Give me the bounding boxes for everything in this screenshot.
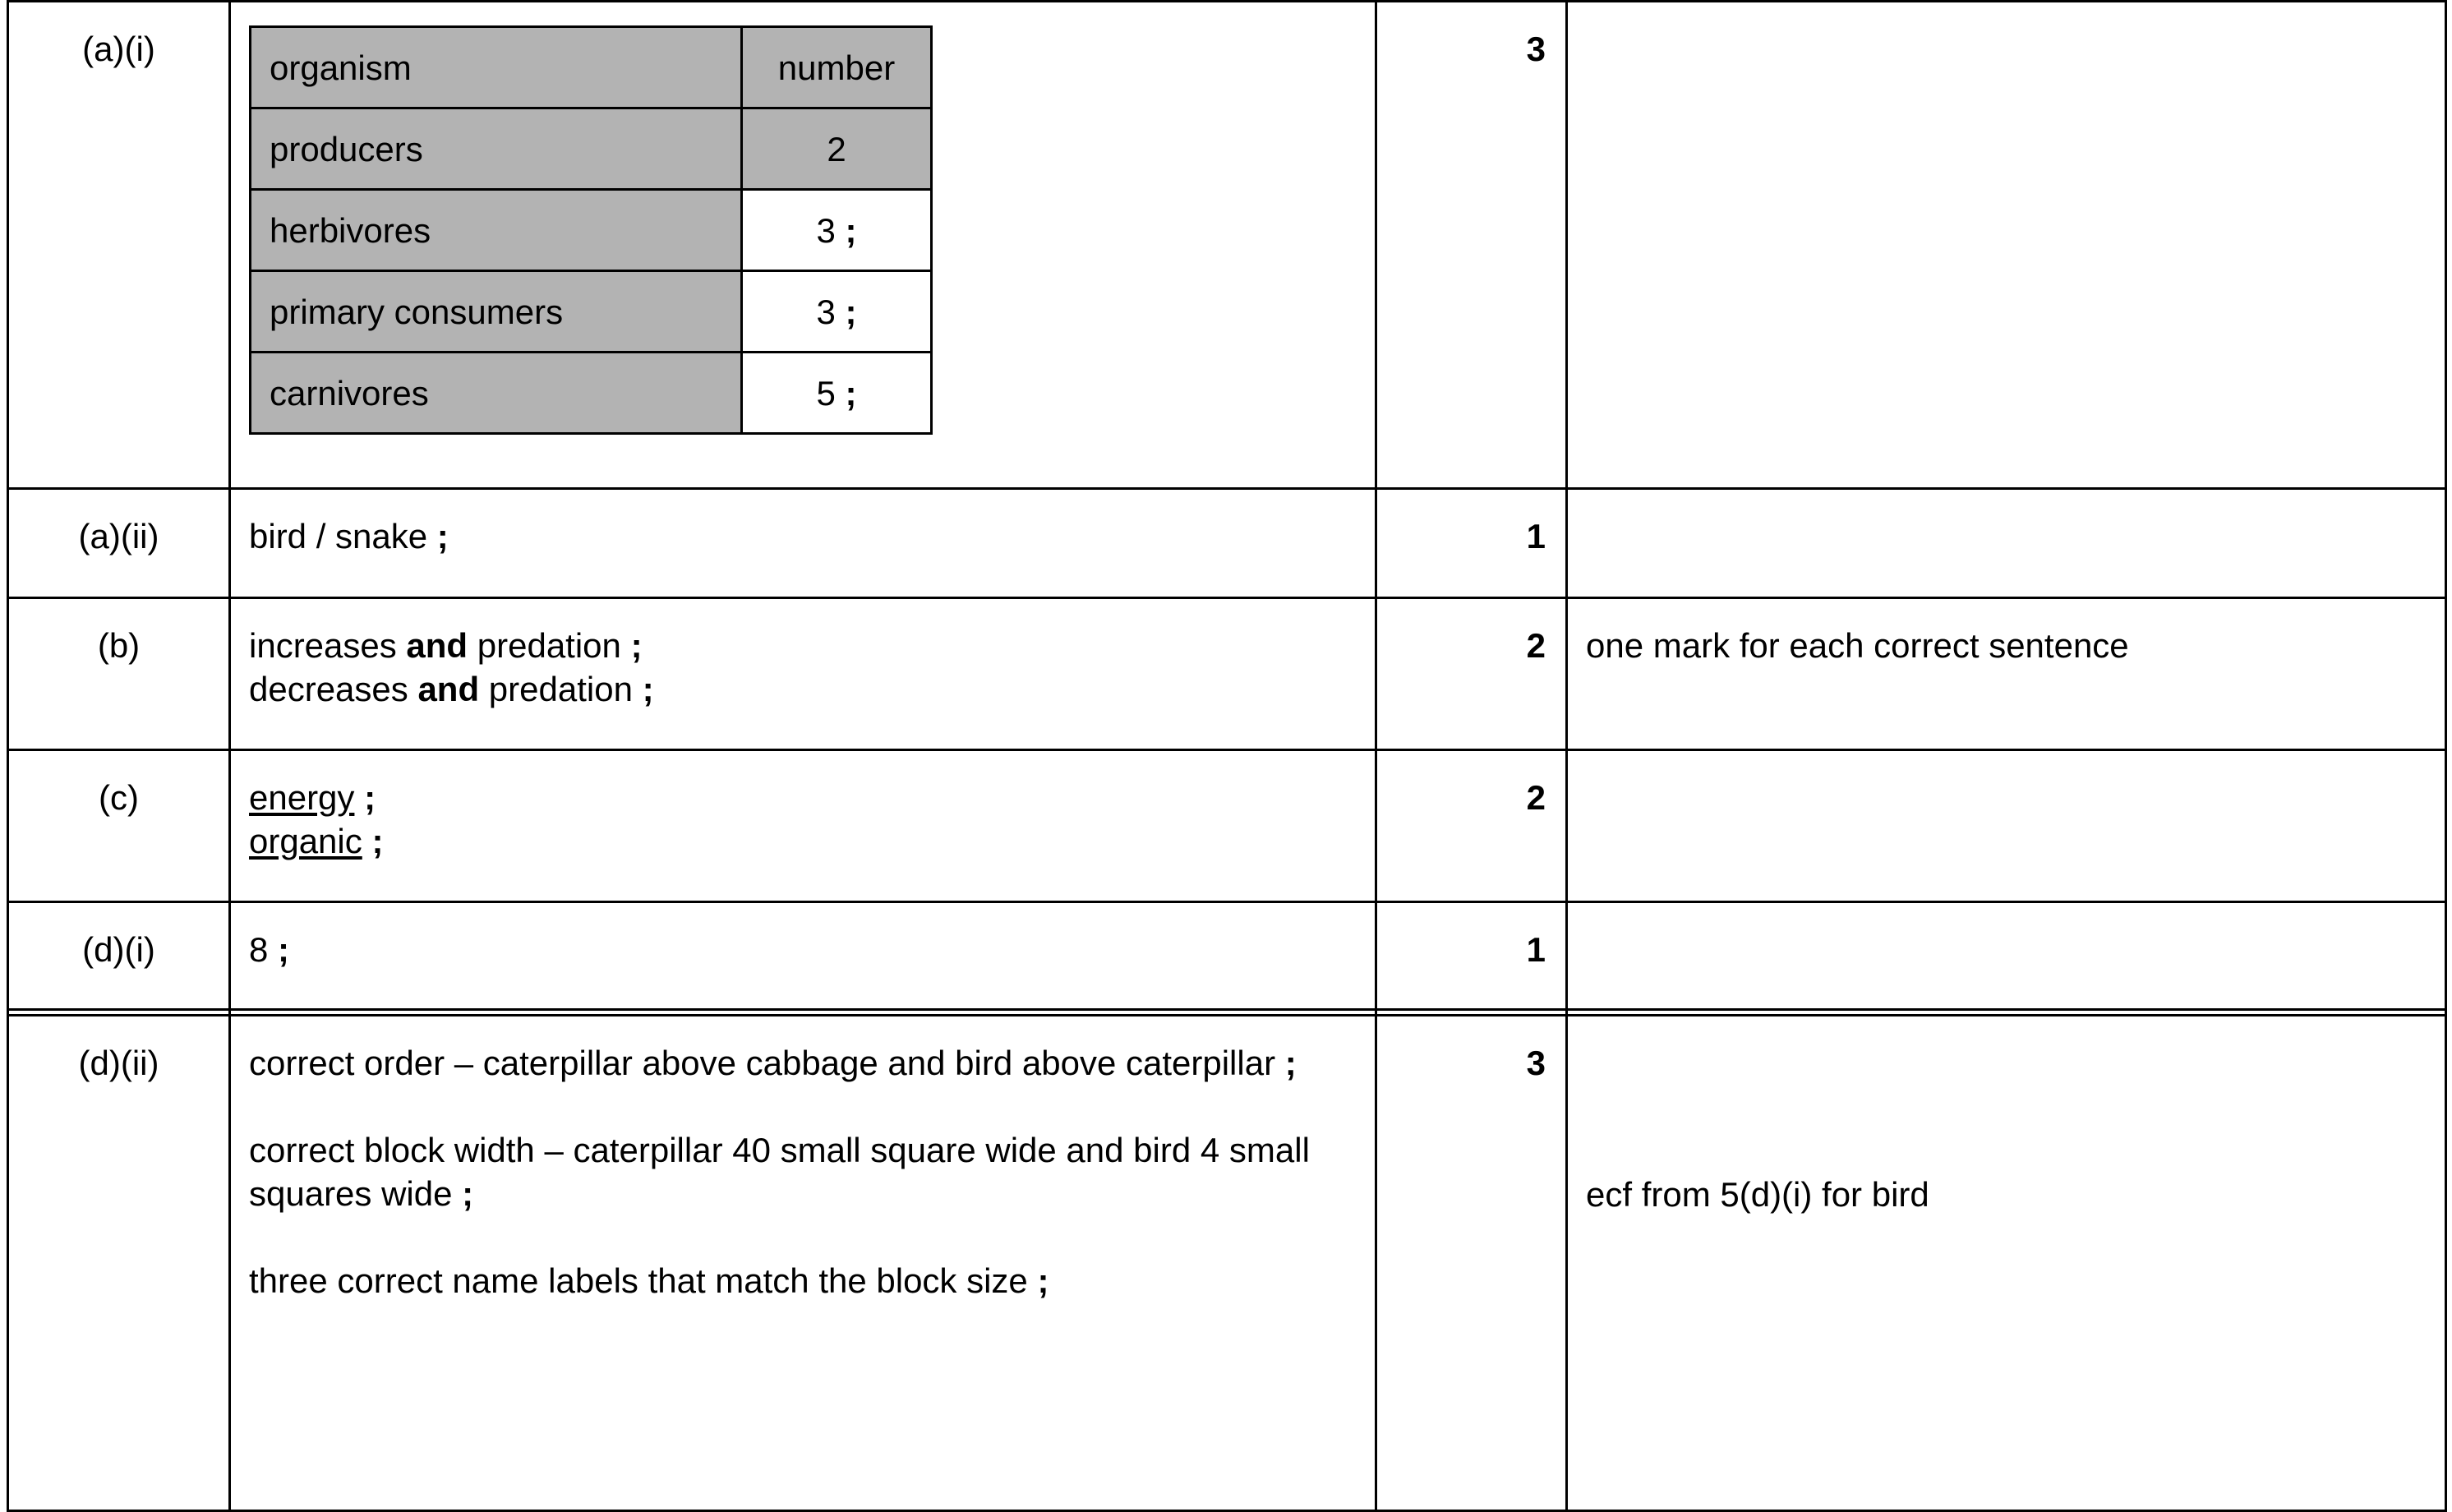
row-b <box>8 598 2446 750</box>
table-row <box>251 108 932 190</box>
guidance <box>1567 750 2446 902</box>
organism-number: 3 ; <box>742 190 932 271</box>
row-a-i <box>8 2 2446 489</box>
answer-text: 8 <box>249 930 269 969</box>
guidance <box>1567 902 2446 1010</box>
organism-name: herbivores <box>251 190 742 271</box>
answer-line: increases and predation ; <box>249 626 643 665</box>
organism-name: primary consumers <box>251 271 742 353</box>
question-number: (d)(i) <box>8 902 230 1010</box>
answer-cell: 8 ; <box>230 902 1376 1010</box>
marks: 1 <box>1376 902 1567 1010</box>
row-a-ii <box>8 489 2446 598</box>
row-d-i <box>8 902 2446 1010</box>
answer-cell <box>230 750 1376 902</box>
question-number: (b) <box>8 598 230 750</box>
row-d-ii <box>8 1016 2446 1511</box>
answer-cell <box>230 2 1376 489</box>
page-break-rule <box>8 1010 2446 1016</box>
row-c <box>8 750 2446 902</box>
header-number: number <box>742 27 932 108</box>
guidance <box>1567 489 2446 598</box>
marks: 2 <box>1376 598 1567 750</box>
organism-table <box>249 25 933 435</box>
answer-cell <box>230 1016 1376 1511</box>
organism-number: 2 <box>742 108 932 190</box>
guidance <box>1567 2 2446 489</box>
organism-table-header <box>251 27 932 108</box>
organism-number: 3 ; <box>742 271 932 353</box>
question-number: (a)(ii) <box>8 489 230 598</box>
table-row <box>251 353 932 434</box>
answer-line: energy ; <box>249 778 376 817</box>
organism-name: producers <box>251 108 742 190</box>
header-organism: organism <box>251 27 742 108</box>
marks: 3 <box>1376 2 1567 489</box>
answer-text: bird / snake <box>249 517 428 555</box>
mark-scheme-table <box>7 0 2447 1512</box>
answer-line: decreases and predation ; <box>249 670 654 708</box>
question-number: (d)(ii) <box>8 1016 230 1511</box>
answer-paragraph: correct order – caterpillar above cabbage and bird above caterpillar ; <box>249 1044 1297 1082</box>
answer-line: organic ; <box>249 822 384 860</box>
organism-name: carnivores <box>251 353 742 434</box>
organism-number: 5 ; <box>742 353 932 434</box>
marks: 1 <box>1376 489 1567 598</box>
table-row <box>251 271 932 353</box>
answer-cell: bird / snake ; <box>230 489 1376 598</box>
table-row <box>251 190 932 271</box>
marks: 2 <box>1376 750 1567 902</box>
answer-paragraph: correct block width – caterpillar 40 small square wide and bird 4 small squares wide ; <box>249 1131 1310 1213</box>
guidance: one mark for each correct sentence <box>1567 598 2446 750</box>
answer-cell <box>230 598 1376 750</box>
marks: 3 <box>1376 1016 1567 1511</box>
guidance: ecf from 5(d)(i) for bird <box>1567 1016 2446 1511</box>
answer-paragraph: three correct name labels that match the block size ; <box>249 1261 1049 1300</box>
question-number: (a)(i) <box>8 2 230 489</box>
question-number: (c) <box>8 750 230 902</box>
